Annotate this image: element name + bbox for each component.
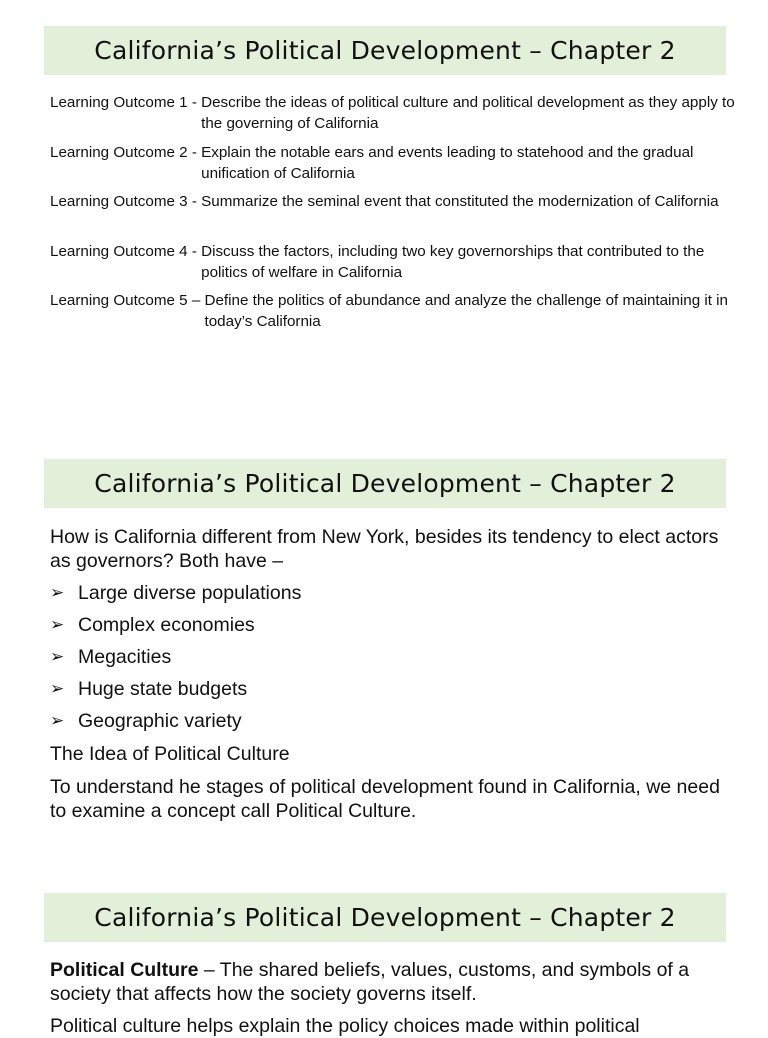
bullet-text: Large diverse populations	[78, 582, 302, 604]
learning-outcome-label: Learning Outcome 2 -	[50, 144, 202, 161]
arrowhead-bullet-icon: ➢	[50, 647, 65, 667]
learning-outcome-text: Explain the notable ears and events leading to statehood and the gradual unification of California	[201, 144, 694, 182]
learning-outcome-text: Define the politics of abundance and analyze the challenge of maintaining it in today’s California	[204, 292, 728, 330]
learning-outcome-label: Learning Outcome 4 -	[50, 243, 202, 260]
slide-title: California’s Political Development – Chapter 2	[44, 893, 726, 942]
definition-text: – The shared beliefs, values, customs, and symbols of a society that affects how the society governs itself.	[50, 959, 690, 1005]
learning-outcome-text: Describe the ideas of political culture and political development as they apply to the governing of California	[201, 94, 735, 132]
intro-paragraph: How is California different from New York, besides its tendency to elect actors as governors? Both have –	[50, 526, 719, 572]
arrowhead-bullet-icon: ➢	[50, 615, 65, 635]
bullet-text: Geographic variety	[78, 710, 242, 732]
slide-title: California’s Political Development – Chapter 2	[44, 459, 726, 508]
arrowhead-bullet-icon: ➢	[50, 711, 65, 731]
definition-paragraph	[50, 958, 720, 1006]
learning-outcome-label: Learning Outcome 5 –	[50, 292, 205, 309]
cut-off-paragraph: Political culture helps explain the policy choices made within political	[50, 1015, 640, 1037]
learning-outcome-label: Learning Outcome 3 -	[50, 193, 202, 210]
arrowhead-bullet-icon: ➢	[50, 583, 65, 603]
arrowhead-bullet-icon: ➢	[50, 679, 65, 699]
paragraph: To understand he stages of political development found in California, we need to examine a concept call Political Culture.	[50, 776, 720, 822]
learning-outcome-text: Discuss the factors, including two key governorships that contributed to the politics of welfare in California	[201, 243, 705, 281]
slide-title: California’s Political Development – Chapter 2	[44, 26, 726, 75]
learning-outcome-text: Summarize the seminal event that constituted the modernization of California	[201, 193, 719, 210]
learning-outcome-label: Learning Outcome 1 -	[50, 94, 202, 111]
bullet-text: Complex economies	[78, 614, 255, 636]
bullet-text: Huge state budgets	[78, 678, 248, 700]
bullet-text: Megacities	[78, 646, 172, 668]
defined-term: Political Culture	[50, 959, 199, 981]
subheading: The Idea of Political Culture	[50, 743, 290, 765]
